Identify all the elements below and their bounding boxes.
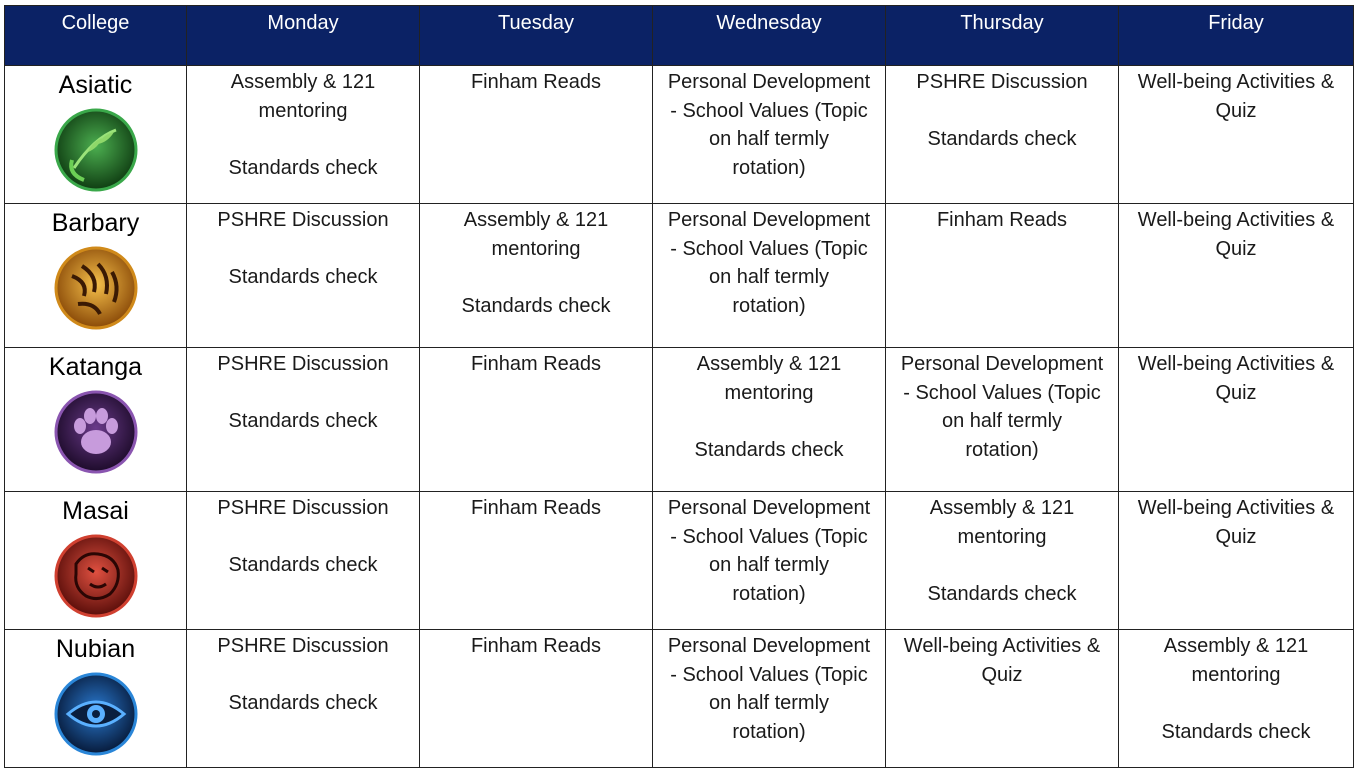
activity-text: mentoring [1191, 663, 1281, 686]
activity-text: mentoring [491, 237, 581, 260]
header-college: College [5, 6, 187, 66]
schedule-cell [653, 492, 886, 630]
activity-text: Personal Development [667, 71, 871, 93]
college-name: Barbary [51, 209, 140, 237]
activity-text: on half termly [708, 692, 830, 714]
activity-text: rotation) [732, 294, 806, 317]
activity-text: Personal Development [667, 635, 871, 657]
table-row [5, 630, 1354, 768]
schedule-cell [1119, 204, 1354, 348]
activity-text: Well-being Activities & [903, 635, 1101, 657]
college-cell [5, 630, 187, 768]
activity-text: on half termly [708, 554, 830, 576]
activity-text: PSHRE Discussion [916, 71, 1088, 93]
tiger-stripes-badge-icon [5, 246, 186, 330]
activity-text: Assembly & 121 [929, 497, 1075, 519]
schedule-cell [420, 348, 653, 492]
schedule-cell [1119, 348, 1354, 492]
schedule-cell [420, 630, 653, 768]
college-name: Masai [62, 497, 129, 525]
header-friday: Friday [1119, 6, 1354, 66]
line-gap [890, 97, 1114, 126]
activity-text: Assembly & 121 [1163, 635, 1309, 657]
activity-text: Well-being Activities & [1137, 209, 1335, 231]
college-timetable [4, 5, 1354, 768]
activity-text: rotation) [732, 582, 806, 605]
activity-text: PSHRE Discussion [217, 209, 389, 231]
activity-text: Standards check [461, 294, 611, 317]
activity-text: on half termly [708, 128, 830, 150]
schedule-cell [653, 630, 886, 768]
college-name: Katanga [48, 353, 143, 381]
schedule-cell [886, 66, 1119, 204]
header-thursday: Thursday [886, 6, 1119, 66]
activity-text: mentoring [724, 381, 814, 404]
schedule-cell [886, 348, 1119, 492]
leaf-badge-icon [5, 108, 186, 192]
college-cell [5, 66, 187, 204]
schedule-cell [1119, 66, 1354, 204]
schedule-cell [1119, 630, 1354, 768]
activity-text: Finham Reads [470, 635, 602, 657]
activity-text: Personal Development [667, 209, 871, 231]
schedule-cell [187, 204, 420, 348]
table-row [5, 348, 1354, 492]
lion-badge-icon [5, 534, 186, 618]
activity-text: Assembly & 121 [696, 353, 842, 375]
activity-text: on half termly [708, 266, 830, 288]
activity-text: Well-being Activities & [1137, 497, 1335, 519]
activity-text: rotation) [965, 438, 1039, 461]
schedule-cell [187, 66, 420, 204]
activity-text: Well-being Activities & [1137, 353, 1335, 375]
paw-print-badge-icon [5, 390, 186, 474]
schedule-cell [420, 492, 653, 630]
activity-text: mentoring [957, 525, 1047, 548]
activity-text: Standards check [927, 128, 1077, 150]
activity-text: Personal Development [900, 353, 1104, 375]
eye-badge-icon [5, 672, 186, 756]
activity-text: Standards check [228, 554, 378, 576]
activity-text: rotation) [732, 720, 806, 743]
activity-text: PSHRE Discussion [217, 353, 389, 375]
activity-text: Well-being Activities & [1137, 71, 1335, 93]
line-gap [191, 523, 415, 552]
line-gap [424, 263, 648, 292]
activity-text: - School Values (Topic [670, 525, 868, 548]
activity-text: Standards check [1161, 720, 1311, 743]
activity-text: Standards check [228, 692, 378, 714]
line-gap [191, 125, 415, 154]
activity-text: PSHRE Discussion [217, 497, 389, 519]
activity-text: Finham Reads [470, 71, 602, 93]
activity-text: Assembly & 121 [230, 71, 376, 93]
college-cell [5, 492, 187, 630]
activity-text: Quiz [1215, 237, 1257, 260]
activity-text: PSHRE Discussion [217, 635, 389, 657]
table-row [5, 66, 1354, 204]
schedule-cell [653, 66, 886, 204]
table-row [5, 492, 1354, 630]
header-row [5, 6, 1354, 66]
activity-text: Standards check [228, 156, 378, 179]
college-name: Nubian [55, 635, 136, 663]
activity-text: Assembly & 121 [463, 209, 609, 231]
activity-text: - School Values (Topic [670, 237, 868, 260]
schedule-cell [886, 630, 1119, 768]
line-gap [890, 551, 1114, 580]
schedule-cell [420, 204, 653, 348]
schedule-cell [187, 348, 420, 492]
line-gap [191, 661, 415, 690]
activity-text: Quiz [1215, 381, 1257, 404]
activity-text: on half termly [941, 410, 1063, 432]
activity-text: Quiz [1215, 99, 1257, 122]
schedule-cell [420, 66, 653, 204]
activity-text: Standards check [694, 438, 844, 461]
activity-text: Finham Reads [936, 209, 1068, 231]
college-cell [5, 204, 187, 348]
activity-text: - School Values (Topic [903, 381, 1101, 404]
header-wednesday: Wednesday [653, 6, 886, 66]
activity-text: Personal Development [667, 497, 871, 519]
schedule-cell [653, 204, 886, 348]
activity-text: Standards check [228, 410, 378, 432]
schedule-cell [1119, 492, 1354, 630]
college-cell [5, 348, 187, 492]
activity-text: Finham Reads [470, 497, 602, 519]
line-gap [191, 235, 415, 264]
activity-text: Finham Reads [470, 353, 602, 375]
activity-text: Quiz [1215, 525, 1257, 548]
college-name: Asiatic [58, 71, 133, 99]
schedule-cell [187, 630, 420, 768]
line-gap [657, 407, 881, 436]
schedule-cell [653, 348, 886, 492]
activity-text: - School Values (Topic [670, 99, 868, 122]
activity-text: mentoring [258, 99, 348, 122]
line-gap [1123, 689, 1349, 718]
schedule-cell [886, 204, 1119, 348]
header-tuesday: Tuesday [420, 6, 653, 66]
activity-text: Standards check [228, 266, 378, 288]
activity-text: Standards check [927, 582, 1077, 605]
header-monday: Monday [187, 6, 420, 66]
table-row [5, 204, 1354, 348]
line-gap [191, 379, 415, 408]
schedule-cell [886, 492, 1119, 630]
schedule-cell [187, 492, 420, 630]
activity-text: - School Values (Topic [670, 663, 868, 686]
activity-text: Quiz [981, 663, 1023, 686]
activity-text: rotation) [732, 156, 806, 179]
